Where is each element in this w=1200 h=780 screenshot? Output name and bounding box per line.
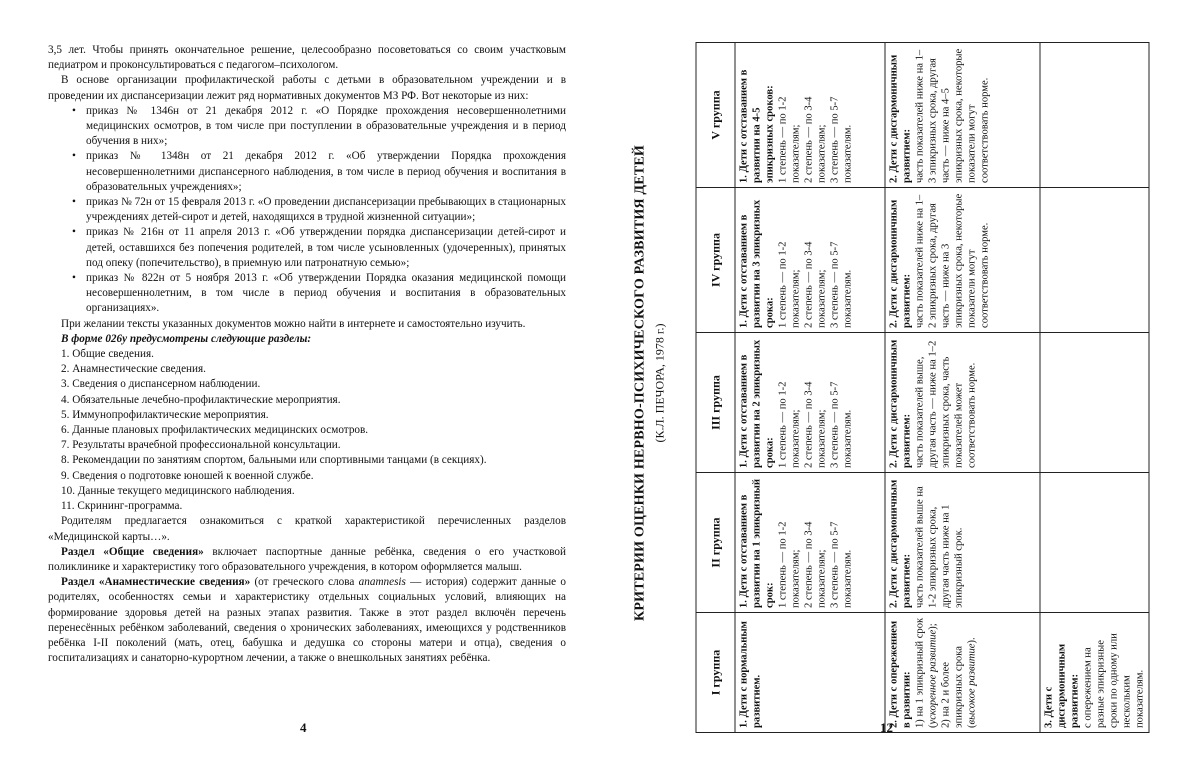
cell-text: часть показателей выше, другая часть — ниже на 1–2 эпикризных срока, часть показателей может соответствовать норме.	[914, 340, 977, 468]
table-cell	[885, 188, 1040, 333]
list-item: 3. Сведения о диспансерном наблюдении.	[61, 378, 261, 391]
cell-label: 1. Дети с отставанием в развитии на 4-5 эпикризных сроков:	[738, 69, 775, 183]
list-item: • приказ № 1348н от 21 декабря 2012 г. «Об утверждении Порядка прохождения несовершеннолетними диспансерного наблюдения, в том числе в период обучения и воспитания в образовательных учреждениях»;	[86, 149, 566, 195]
table-cell	[885, 473, 1040, 613]
intro-paragraph: 3,5 лет. Чтобы принять окончательное решение, целесообразно посоветоваться со своим участковым педиатром и проконсультироваться с педагогом–психологом.	[48, 44, 566, 72]
cell-line: 1 степень — по 1-2 показателям;	[777, 241, 801, 328]
header-group-4: IV группа	[696, 188, 735, 333]
list-item: • приказ № 822н от 5 ноября 2013 г. «Об утверждении Порядка оказания медицинской помощи несовершеннолетним, в том числе в период обучения и воспитания в образовательных организациях».	[86, 271, 566, 317]
list-item: 10. Данные текущего медицинского наблюдения.	[61, 484, 295, 497]
cell-line: 1 степень — по 1-2 показателям;	[777, 381, 801, 468]
anamnesis-text-a: (от греческого слова	[250, 576, 359, 589]
cell-label: 2. Дети с дисгармоничным развитием:	[888, 54, 912, 183]
cell-label: 2. Дети с дисгармоничным развитием:	[888, 479, 912, 608]
cell-label: 1. Дети с нормальным развитием.	[738, 621, 762, 728]
cell-label: 2. Дети с дисгармоничным развитием:	[888, 339, 912, 468]
table-cell	[885, 333, 1040, 473]
table-title: КРИТЕРИИ ОЦЕНКИ НЕРВНО-ПСИХИЧЕСКОГО РАЗВИТИЯ ДЕТЕЙ	[632, 145, 648, 621]
right-page	[600, 0, 1200, 780]
list-item: 6. Данные плановых профилактических медицинских осмотров.	[61, 424, 369, 437]
table-title-area	[605, 43, 695, 723]
table-cell-empty	[1040, 188, 1149, 333]
cell-label: 1. Дети с отставанием в развитии на 2 эпикризных срока:	[738, 339, 775, 468]
general-section-paragraph	[48, 545, 566, 575]
table-subtitle: (К.Л. ПЕЧОРА, 1978 г.)	[652, 323, 667, 443]
cell-text: часть показателей ниже на 1–2 эпикризных срока, другая часть — ниже на 3 эпикризных срока, некоторые показатели могут соответствовать норме.	[914, 193, 990, 328]
header-group-5: V группа	[696, 43, 735, 188]
cell-line: 1 степень — по 1-2 показателям;	[777, 521, 801, 608]
table-cell	[735, 333, 885, 473]
parents-paragraph: Родителям предлагается ознакомиться с краткой характеристикой перечисленных разделов «Медицинской карты…».	[48, 515, 566, 543]
sections-list	[48, 347, 566, 514]
header-group-3: III группа	[696, 333, 735, 473]
list-item: 2. Анамнестические сведения.	[61, 363, 206, 376]
cell-label: 2. Дети с опережением в развитии:	[888, 620, 912, 728]
cell-line: 1 степень — по 1-2 показателям;	[777, 96, 801, 183]
documents-intro-paragraph: В основе организации профилактической работы с детьми в образовательном учреждении и в проведении их диспансеризации лежит ряд нормативных документов МЗ РФ. Вот некоторые из них:	[48, 74, 566, 102]
cell-line: 3 степень — по 5-7 показателям.	[829, 381, 853, 468]
table-cell	[735, 188, 885, 333]
cell-line: 2 степень — по 3-4 показателям;	[803, 521, 827, 608]
list-item: • приказ № 1346н от 21 декабря 2012 г. «О Порядке прохождения несовершеннолетними медицинских осмотров, в том числе при поступлении в образовательные учреждения и в период обучения в них»;	[86, 104, 566, 150]
cell-italic: ускоренное развитие	[927, 629, 938, 725]
table-cell	[735, 43, 885, 188]
cell-line: 3 степень — по 5-7 показателям.	[829, 521, 853, 608]
cell-text: );	[927, 623, 938, 630]
general-section-lead: Раздел «Общие сведения»	[61, 545, 204, 558]
table-cell	[735, 613, 885, 733]
cell-text: 1) на 1 эпикризный срок (	[914, 617, 938, 728]
list-item: 4. Обязательные лечебно-профилактические мероприятия.	[61, 393, 341, 406]
anamnesis-section-lead: Раздел «Анамнестические сведения»	[61, 576, 251, 589]
list-item: 11. Скрининг-программа.	[61, 500, 183, 513]
table-cell-empty	[1040, 473, 1149, 613]
cell-text: 2) на 2 и более эпикризных срока (	[940, 646, 977, 728]
header-group-1: I группа	[696, 613, 735, 733]
list-item: 1. Общие сведения.	[61, 348, 154, 361]
left-page-text	[48, 43, 566, 666]
list-item: • приказ № 216н от 11 апреля 2013 г. «Об утверждении порядка диспансеризации детей-сирот и детей, оставшихся без попечения родителей, в том числе усыновленных (удочеренных), принятых под опеку (попечительство), в приемную или патронатную семью»;	[86, 225, 566, 271]
header-group-2: II группа	[696, 473, 735, 613]
cell-line: 3 степень — по 5-7 показателям.	[829, 96, 853, 183]
page-number-right: 12	[880, 720, 893, 735]
table-header-row	[696, 43, 735, 733]
list-item: 7. Результаты врачебной профессиональной консультации.	[61, 439, 341, 452]
cell-line: 3 степень — по 5-7 показателям.	[829, 241, 853, 328]
table-title-rotated	[633, 43, 668, 723]
anamnesis-text-b: — история) содержит данные о родителях, особенностях семьи и характеристику отдельных социальных условий, влияющих на формирование здоровья детей на разных этапах развития. Также в этот раздел включён перечень перенесённых ребёнком заболеваний, сведения о хронических заболеваниях, имеющихся у родственников ребёнка I-II поколений (мать, отец, бабушка и дедушка со стороны матери и отца), сведения о госпитализациях и санаторно-курортном лечении, а также о внешкольных занятиях ребёнка.	[48, 576, 566, 665]
sections-heading: В форме 026у предусмотрены следующие разделы:	[61, 332, 312, 345]
general-section-text: включает паспортные данные ребёнка, сведения о его участковой поликлинике и характеристику того образовательного учреждения, в котором оформляется малыш.	[48, 545, 566, 573]
documents-list	[48, 104, 566, 317]
anamnesis-section-paragraph	[48, 575, 566, 666]
page-number-left: 4	[300, 720, 307, 735]
cell-text: часть показателей выше на 1-2 эпикризных срока, другая часть ниже на 1 эпикризный срок.	[914, 486, 964, 608]
table-row	[735, 43, 885, 733]
list-item: 9. Сведения о подготовке юношей к военной службе.	[61, 469, 314, 482]
table-cell	[1040, 613, 1149, 733]
cell-line: 2 степень — по 3-4 показателям;	[803, 381, 827, 468]
list-item: 5. Иммунопрофилактические мероприятия.	[61, 408, 269, 421]
cell-label: 3. Дети с дисгармоничным развитием:	[1043, 643, 1080, 728]
cell-label: 1. Дети с отставанием в развитии на 3 эпикризных срока:	[738, 199, 775, 328]
table-cell	[885, 43, 1040, 188]
cell-text: часть показателей ниже на 1–3 эпикризных срока, другая часть — ниже на 4–5 эпикризных срока, некоторые показатели могут соответствовать норме.	[914, 48, 990, 183]
table-cell	[735, 473, 885, 613]
table-row	[1040, 43, 1149, 733]
anamnesis-word: anamnesis	[358, 576, 406, 589]
table-row	[885, 43, 1040, 733]
cell-label: 1. Дети с отставанием в развитии на 1 эпикризный срок:	[738, 479, 775, 608]
cell-italic: высокое развитие	[966, 643, 977, 725]
list-item: 8. Рекомендации по занятиям спортом, бальными или спортивными танцами (в секциях).	[61, 454, 487, 467]
table-cell-empty	[1040, 333, 1149, 473]
criteria-table	[695, 42, 1149, 733]
cell-text: ).	[966, 637, 977, 644]
cell-line: 2 степень — по 3-4 показателям;	[803, 96, 827, 183]
cell-line	[939, 617, 978, 728]
cell-text: с опережением на разные эпикризные сроки по одному или нескольким показателям.	[1082, 633, 1145, 728]
table-cell	[885, 613, 1040, 733]
cell-line: 2 степень — по 3-4 показателям;	[803, 241, 827, 328]
table-cell-empty	[1040, 43, 1149, 188]
cell-line	[913, 617, 939, 728]
cell-label: 2. Дети с дисгармоничным развитием:	[888, 199, 912, 328]
criteria-table-area	[695, 43, 1145, 733]
list-item: • приказ № 72н от 15 февраля 2013 г. «О проведении диспансеризации пребывающих в стационарных учреждениях детей-сирот и детей, находящихся в трудной жизненной ситуации»;	[86, 195, 566, 225]
documents-note: При желании тексты указанных документов можно найти в интернете и самостоятельно изучить.	[61, 317, 526, 330]
criteria-table-rotated	[695, 43, 1145, 733]
